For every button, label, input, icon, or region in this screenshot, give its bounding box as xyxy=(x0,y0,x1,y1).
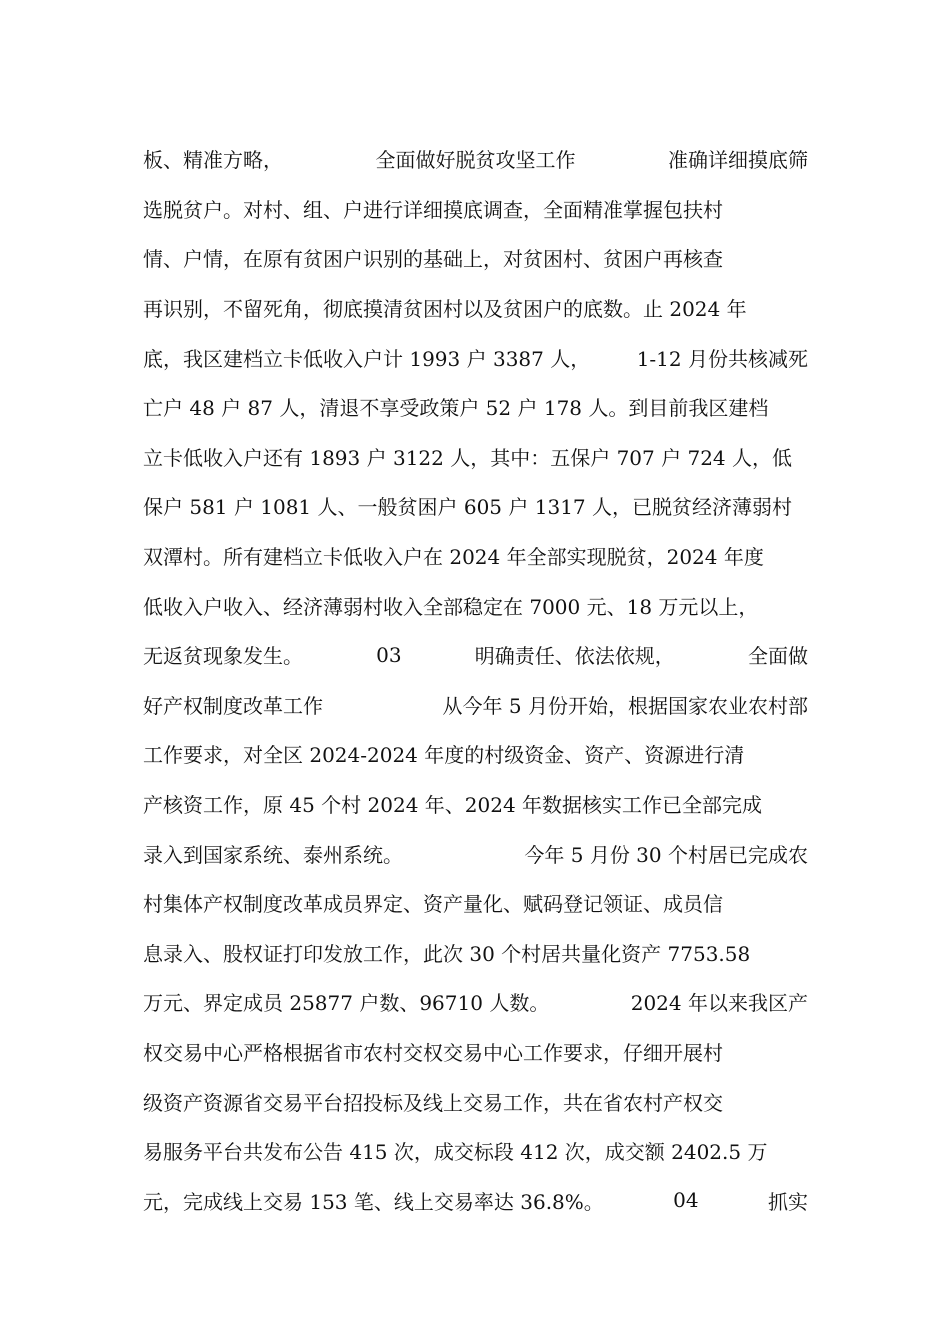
text-line xyxy=(143,828,808,878)
text-segment: 录入到国家系统、泰州系统。 xyxy=(143,842,403,867)
text-line xyxy=(143,878,808,928)
text-line xyxy=(143,432,808,482)
text-segment: 从今年 5 月份开始，根据国家农业农村部 xyxy=(442,693,808,718)
text-segment: 产核资工作，原 45 个村 2024 年、2024 年数据核实工作已全部完成 xyxy=(143,793,763,818)
text-segment: 好产权制度改革工作 xyxy=(143,693,323,718)
text-line xyxy=(143,630,808,680)
text-line xyxy=(143,779,808,829)
text-line xyxy=(143,184,808,234)
text-segment: 息录入、股权证打印发放工作，此次 30 个村居共量化资产 7753.58 xyxy=(143,941,751,966)
text-segment: 04 xyxy=(673,1188,699,1213)
text-line xyxy=(143,580,808,630)
text-segment: 无返贫现象发生。 xyxy=(143,644,303,669)
text-line xyxy=(143,134,808,184)
text-segment: 全面做好脱贫攻坚工作 xyxy=(375,148,576,173)
text-segment: 今年 5 月份 30 个村居已完成农 xyxy=(524,842,808,867)
text-line xyxy=(143,382,808,432)
text-line xyxy=(143,1175,808,1225)
text-line xyxy=(143,233,808,283)
text-line xyxy=(143,283,808,333)
text-line xyxy=(143,928,808,978)
text-line xyxy=(143,481,808,531)
text-segment: 元，完成线上交易 153 笔、线上交易率达 36.8%。 xyxy=(143,1189,604,1214)
text-segment: 再识别，不留死角，彻底摸清贫困村以及贫困户的底数。止 2024 年 xyxy=(143,297,747,322)
text-segment: 板、精准方略， xyxy=(143,148,283,173)
text-line xyxy=(143,531,808,581)
text-segment: 权交易中心严格根据省市农村交权交易中心工作要求，仔细开展村 xyxy=(143,1040,723,1065)
text-segment: 03 xyxy=(376,642,402,667)
text-segment: 易服务平台共发布公告 415 次，成交标段 412 次，成交额 2402.5 万 xyxy=(143,1140,768,1165)
text-segment: 明确责任、依法依规， xyxy=(474,644,675,669)
text-segment: 保户 581 户 1081 人、一般贫困户 605 户 1317 人，已脱贫经济薄弱村 xyxy=(143,495,793,520)
text-line xyxy=(143,680,808,730)
text-segment: 准确详细摸底筛 xyxy=(668,148,808,173)
text-segment: 亡户 48 户 87 人，清退不享受政策户 52 户 178 人。到目前我区建档 xyxy=(143,396,769,421)
text-line xyxy=(143,1027,808,1077)
text-segment: 1-12 月份共核减死 xyxy=(636,346,808,371)
body-text xyxy=(143,134,808,1225)
text-segment: 底，我区建档立卡低收入户计 1993 户 3387 人， xyxy=(143,346,591,371)
text-segment: 抓实 xyxy=(767,1189,808,1214)
text-line xyxy=(143,1126,808,1176)
text-segment: 2024 年以来我区产 xyxy=(630,991,808,1016)
text-segment: 工作要求，对全区 2024-2024 年度的村级资金、资产、资源进行清 xyxy=(143,743,745,768)
text-segment: 级资产资源省交易平台招投标及线上交易工作，共在省农村产权交 xyxy=(143,1090,723,1115)
text-segment: 万元、界定成员 25877 户数、96710 人数。 xyxy=(143,991,550,1016)
text-segment: 全面做 xyxy=(747,644,808,669)
text-segment: 双潭村。所有建档立卡低收入户在 2024 年全部实现脱贫，2024 年度 xyxy=(143,545,764,570)
text-segment: 情、户情，在原有贫困户识别的基础上，对贫困村、贫困户再核查 xyxy=(143,247,723,272)
text-line xyxy=(143,1076,808,1126)
text-line xyxy=(143,977,808,1027)
text-segment: 立卡低收入户还有 1893 户 3122 人，其中：五保户 707 户 724 人，低 xyxy=(143,445,793,470)
text-segment: 选脱贫户。对村、组、户进行详细摸底调查，全面精准掌握包扶村 xyxy=(143,197,723,222)
text-segment: 低收入户收入、经济薄弱村收入全部稳定在 7000 元、18 万元以上， xyxy=(143,594,759,619)
text-line xyxy=(143,332,808,382)
text-segment: 村集体产权制度改革成员界定、资产量化、赋码登记领证、成员信 xyxy=(143,892,723,917)
text-line xyxy=(143,729,808,779)
